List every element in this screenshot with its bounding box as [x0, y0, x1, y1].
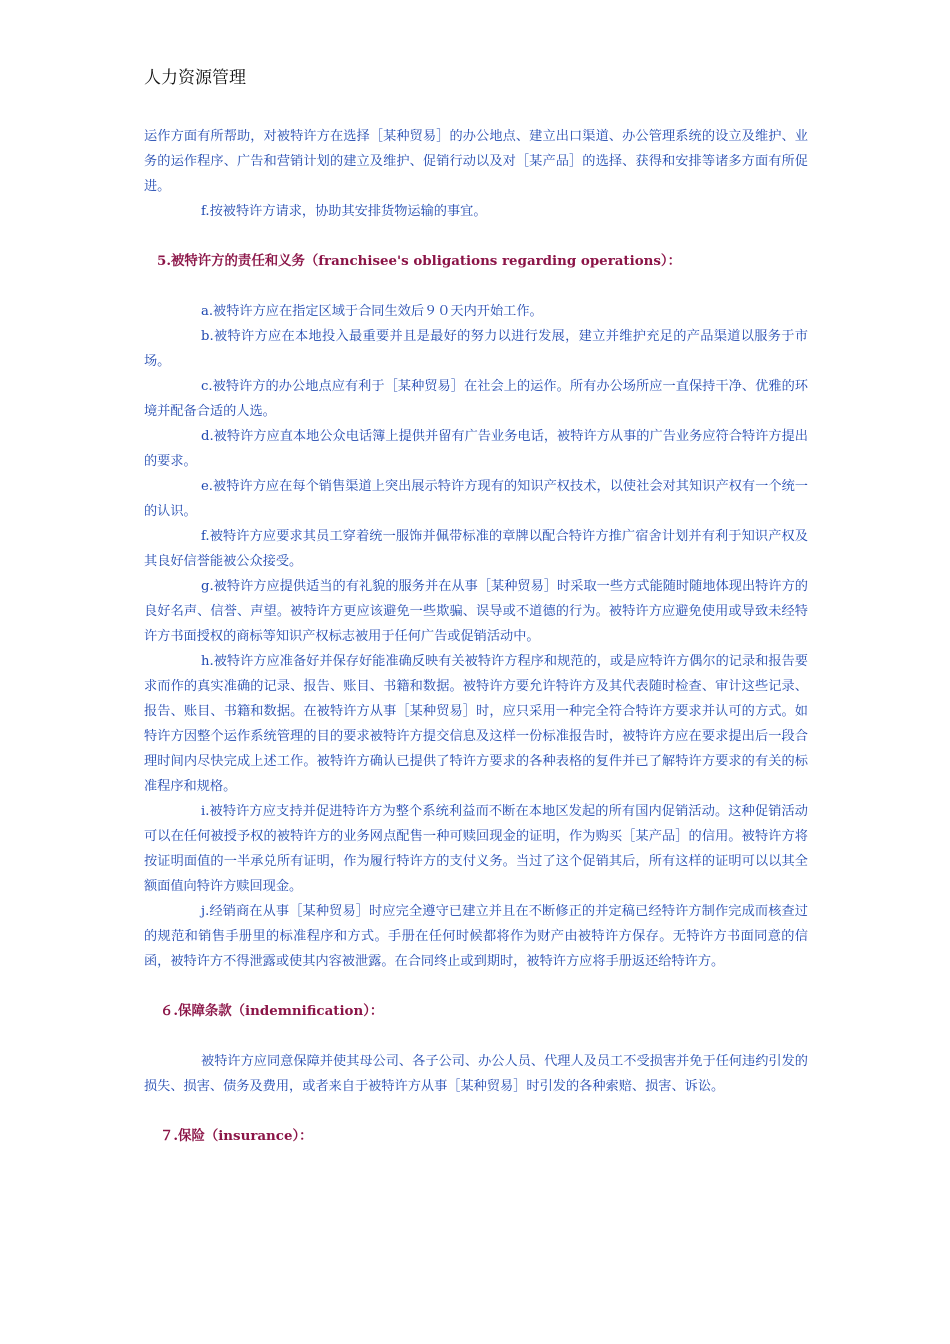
section-6-heading: ６.保障条款（indemnification）：	[160, 1003, 384, 1019]
page-header-title: 人力资源管理	[144, 68, 246, 88]
list-item: f.被特许方应要求其员工穿着统一服饰并佩带标准的章牌以配合特许方推广宿舍计划并有利于知识产权及其良好信誉能被公众接受。	[144, 529, 808, 569]
list-item: a.被特许方应在指定区域于合同生效后９０天内开始工作。	[201, 304, 543, 319]
section-6-paragraph: 被特许方应同意保障并使其母公司、各子公司、办公人员、代理人及员工不受损害并免于任何违约引发的损失、损害、债务及费用，或者来自于被特许方从事［某种贸易］时引发的各种索赔、损害、诉讼。	[144, 1054, 808, 1094]
document-body	[144, 124, 808, 1149]
list-item: b.被特许方应在本地投入最重要并且是最好的努力以进行发展，建立并维护充足的产品渠道以服务于市场。	[144, 329, 808, 369]
list-item: i.被特许方应支持并促进特许方为整个系统利益而不断在本地区发起的所有国内促销活动。这种促销活动可以在任何被授予权的被特许方的业务网点配售一种可赎回现金的证明，作为购买［某产品］的信用。被特许方将按证明面值的一半承兑所有证明，作为履行特许方的支付义务。当过了这个促销其后，所有这样的证明可以以其全额面值向特许方赎回现金。	[144, 804, 808, 894]
intro-paragraph: 运作方面有所帮助，对被特许方在选择［某种贸易］的办公地点、建立出口渠道、办公管理系统的设立及维护、业务的运作程序、广告和营销计划的建立及维护、促销行动以及对［某产品］的选择、获得和安排等诸多方面有所促进。	[144, 129, 808, 194]
list-item: d.被特许方应直本地公众电话簿上提供并留有广告业务电话，被特许方从事的广告业务应符合特许方提出的要求。	[144, 429, 808, 469]
list-item: j.经销商在从事［某种贸易］时应完全遵守已建立并且在不断修正的并定稿已经特许方制作完成而核查过的规范和销售手册里的标准程序和方式。手册在任何时候都将作为财产由被特许方保存。无特许方书面同意的信函，被特许方不得泄露或使其内容被泄露。在合同终止或到期时，被特许方应将手册返还给特许方。	[144, 904, 808, 969]
list-item: f.按被特许方请求，协助其安排货物运输的事宜。	[201, 204, 487, 219]
section-5-heading: 5.被特许方的责任和义务（franchisee's obligations regarding operations）：	[157, 253, 681, 269]
list-item: h.被特许方应准备好并保存好能准确反映有关被特许方程序和规范的，或是应特许方偶尔的记录和报告要求而作的真实准确的记录、报告、账目、书籍和数据。被特许方要允许特许方及其代表随时检查、审计这些记录、报告、账目、书籍和数据。在被特许方从事［某种贸易］时，应只采用一种完全符合特许方要求并认可的方式。如特许方因整个运作系统管理的目的要求被特许方提交信息及这样一份标准报告时，被特许方应在要求提出后一段合理时间内尽快完成上述工作。被特许方确认已提供了特许方要求的各种表格的复件并已了解特许方要求的有关的标准程序和规格。	[144, 654, 808, 794]
list-item: e.被特许方应在每个销售渠道上突出展示特许方现有的知识产权技术，以使社会对其知识产权有一个统一的认识。	[144, 479, 808, 519]
list-item: g.被特许方应提供适当的有礼貌的服务并在从事［某种贸易］时采取一些方式能随时随地体现出特许方的良好名声、信誉、声望。被特许方更应该避免一些欺骗、误导或不道德的行为。被特许方应避免使用或导致未经特许方书面授权的商标等知识产权标志被用于任何广告或促销活动中。	[144, 579, 808, 644]
section-7-heading: ７.保险（insurance）：	[160, 1128, 313, 1144]
list-item: c.被特许方的办公地点应有利于［某种贸易］在社会上的运作。所有办公场所应一直保持干净、优雅的环境并配备合适的人选。	[144, 379, 808, 419]
